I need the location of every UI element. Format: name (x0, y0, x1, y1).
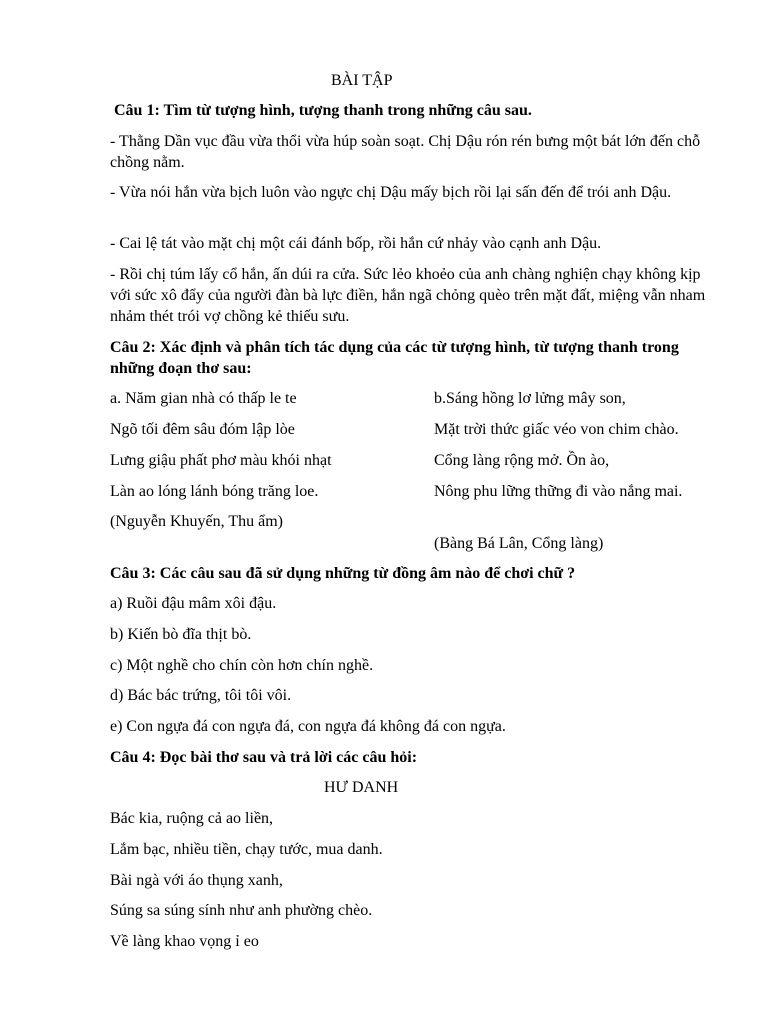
question-1-heading: Câu 1: Tìm từ tượng hình, tượng thanh trong những câu sau. (114, 102, 532, 119)
poem-line: Lắm bạc, nhiều tiền, chạy tước, mua danh. (110, 841, 383, 858)
question-3-item: c) Một nghề cho chín còn hơn chín nghề. (110, 657, 374, 674)
poem-a-source: (Nguyễn Khuyến, Thu ẩm) (110, 513, 283, 530)
question-1-item: - Vừa nói hắn vừa bịch luôn vào ngực chị Dậu mấy bịch rồi lại sấn đến để trói anh Dậu. (110, 184, 672, 201)
poem-line: Bài ngà với áo thụng xanh, (110, 872, 283, 889)
question-1-item: - Thằng Dần vục đầu vừa thổi vừa húp soàn soạt. Chị Dậu rón rén bưng một bát lớn đến chỗ chồng nằm. (110, 133, 701, 171)
poem-line: Súng sa súng sính như anh phường chèo. (110, 902, 373, 919)
poem-b-line: Cổng làng rộng mở. Ồn ào, (434, 452, 610, 469)
question-4-heading: Câu 4: Đọc bài thơ sau và trả lời các câu hỏi: (110, 749, 418, 766)
poem-b-line: Nông phu lững thững đi vào nắng mai. (434, 483, 683, 500)
question-3-heading: Câu 3: Các câu sau đã sử dụng những từ đồng âm nào để chơi chữ ? (110, 565, 576, 582)
poem-a-line: a. Năm gian nhà có thấp le te (110, 390, 297, 407)
question-3-item: b) Kiến bò đĩa thịt bò. (110, 626, 252, 643)
poem-b-source: (Bàng Bá Lân, Cổng làng) (434, 535, 604, 552)
question-3-item: e) Con ngựa đá con ngựa đá, con ngựa đá không đá con ngựa. (110, 718, 506, 735)
poem-a-line: Ngõ tối đêm sâu đóm lập lòe (110, 421, 295, 438)
question-1-item: - Rồi chị túm lấy cổ hắn, ấn dúi ra cửa. Sức lẻo khoẻo của anh chàng nghiện chạy không kịp với sức xô đẩy của người đàn bà lực điền, hắn ngã chỏng quèo trên mặt đất, miệng vẫn nham nhảm thét trói vợ chồng kẻ thiếu sưu. (110, 266, 706, 325)
poem-line: Về làng khao vọng ỉ eo (110, 933, 259, 950)
page-title: BÀI TẬP (331, 72, 393, 89)
poem-b-line: b.Sáng hồng lơ lửng mây son, (434, 390, 626, 407)
poem-line: Bác kia, ruộng cả ao liền, (110, 810, 274, 827)
question-3-item: a) Ruồi đậu mâm xôi đậu. (110, 595, 277, 612)
poem-a-line: Làn ao lóng lánh bóng trăng loe. (110, 483, 319, 500)
poem-b-line: Mặt trời thức giấc véo von chim chào. (434, 421, 679, 438)
poem-a-line: Lưng giậu phất phơ màu khói nhạt (110, 452, 332, 469)
question-2-heading: Câu 2: Xác định và phân tích tác dụng của các từ tượng hình, từ tượng thanh trong những đoạn thơ sau: (110, 339, 679, 377)
question-1-item: - Cai lệ tát vào mặt chị một cái đánh bốp, rồi hắn cứ nhảy vào cạnh anh Dậu. (110, 235, 602, 252)
question-3-item: d) Bác bác trứng, tôi tôi vôi. (110, 687, 292, 704)
poem-title: HƯ DANH (324, 779, 399, 796)
